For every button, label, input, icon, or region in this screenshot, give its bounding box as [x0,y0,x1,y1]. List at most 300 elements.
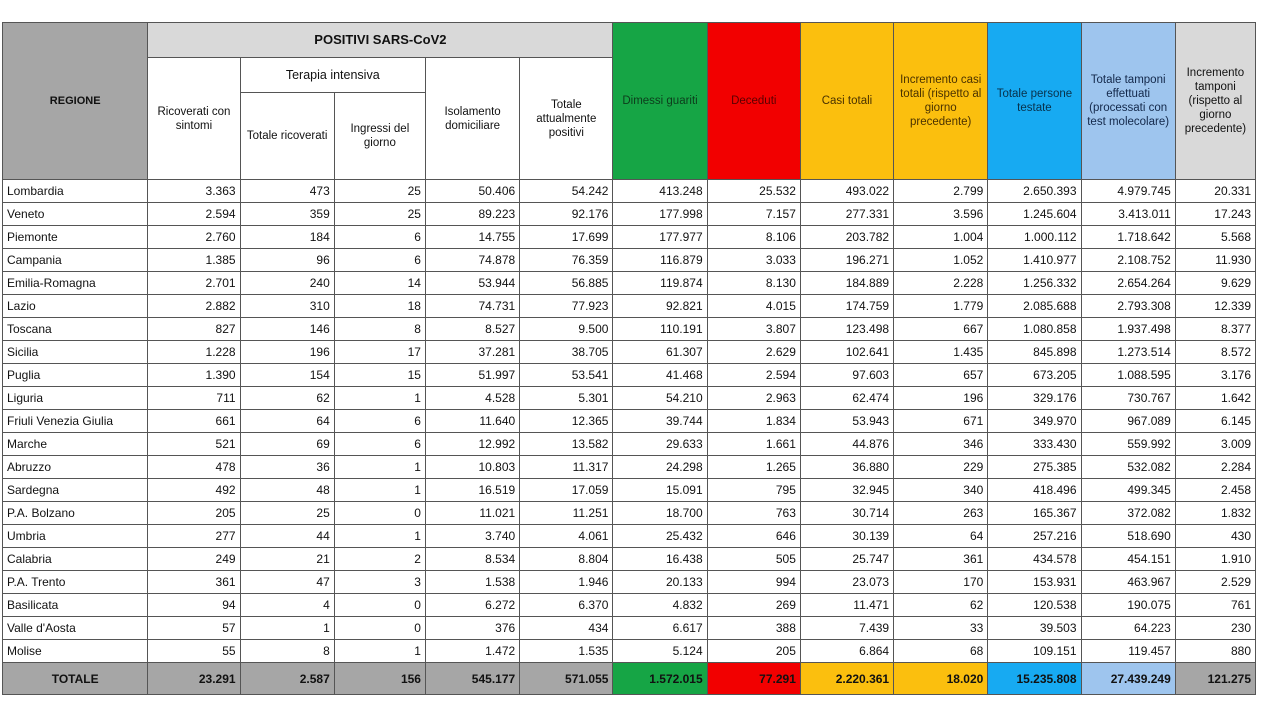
cell-positivi: 76.359 [520,249,613,272]
table-row [3,433,1256,456]
cell-region: Veneto [3,203,148,226]
total-isolamento: 545.177 [425,663,519,695]
totale-positivi-header: Totale attualmente positivi [520,58,613,180]
cell-incremento-casi: 170 [894,571,988,594]
cell-casi: 6.864 [800,640,893,663]
table-row [3,617,1256,640]
cell-ricoverati: 2.594 [148,203,240,226]
cell-ricoverati: 2.882 [148,295,240,318]
cell-ti-totale: 146 [240,318,334,341]
cell-ti-totale: 36 [240,456,334,479]
cell-incremento-tamponi: 17.243 [1175,203,1255,226]
cell-positivi: 9.500 [520,318,613,341]
cell-incremento-tamponi: 1.642 [1175,387,1255,410]
total-label: TOTALE [3,663,148,695]
cell-ricoverati: 711 [148,387,240,410]
cell-region: Marche [3,433,148,456]
cell-ti-totale: 4 [240,594,334,617]
cell-testate: 2.650.393 [988,180,1081,203]
cell-dimessi: 29.633 [613,433,707,456]
cell-incremento-tamponi: 1.910 [1175,548,1255,571]
cell-tamponi: 499.345 [1081,479,1175,502]
cell-casi: 196.271 [800,249,893,272]
cell-ti-ingressi: 1 [334,387,425,410]
cell-dimessi: 16.438 [613,548,707,571]
cell-incremento-casi: 667 [894,318,988,341]
cell-region: Campania [3,249,148,272]
cell-positivi: 11.317 [520,456,613,479]
covid-report [2,22,1256,695]
cell-incremento-casi: 1.435 [894,341,988,364]
cell-ti-totale: 69 [240,433,334,456]
cell-deceduti: 8.130 [707,272,800,295]
cell-testate: 2.085.688 [988,295,1081,318]
cell-region: Molise [3,640,148,663]
cell-deceduti: 1.834 [707,410,800,433]
cell-testate: 1.000.112 [988,226,1081,249]
cell-ti-totale: 96 [240,249,334,272]
cell-positivi: 1.535 [520,640,613,663]
cell-tamponi: 532.082 [1081,456,1175,479]
total-testate: 15.235.808 [988,663,1081,695]
cell-region: Emilia-Romagna [3,272,148,295]
cell-incremento-tamponi: 230 [1175,617,1255,640]
cell-positivi: 5.301 [520,387,613,410]
cell-region: Calabria [3,548,148,571]
cell-isolamento: 1.472 [425,640,519,663]
cell-casi: 7.439 [800,617,893,640]
cell-ti-totale: 25 [240,502,334,525]
table-row [3,226,1256,249]
cell-ricoverati: 1.390 [148,364,240,387]
total-incremento-tamponi: 121.275 [1175,663,1255,695]
cell-deceduti: 1.661 [707,433,800,456]
cell-ricoverati: 277 [148,525,240,548]
table-row [3,272,1256,295]
cell-positivi: 17.059 [520,479,613,502]
cell-testate: 153.931 [988,571,1081,594]
region-header: REGIONE [3,23,148,180]
cell-ricoverati: 1.228 [148,341,240,364]
cell-ti-totale: 62 [240,387,334,410]
cell-region: Lombardia [3,180,148,203]
incremento-casi-header: Incremento casi totali (rispetto al giorno precedente) [894,23,988,180]
cell-dimessi: 92.821 [613,295,707,318]
cell-isolamento: 14.755 [425,226,519,249]
table-row [3,180,1256,203]
cell-deceduti: 763 [707,502,800,525]
cell-tamponi: 1.088.595 [1081,364,1175,387]
cell-testate: 257.216 [988,525,1081,548]
cell-incremento-casi: 361 [894,548,988,571]
cell-ti-ingressi: 1 [334,640,425,663]
cell-incremento-casi: 346 [894,433,988,456]
cell-ti-totale: 8 [240,640,334,663]
cell-deceduti: 646 [707,525,800,548]
cell-dimessi: 413.248 [613,180,707,203]
total-ricoverati: 23.291 [148,663,240,695]
cell-ti-totale: 473 [240,180,334,203]
tamponi-header: Totale tamponi effettuati (processati con test molecolare) [1081,23,1175,180]
cell-region: Valle d'Aosta [3,617,148,640]
cell-ricoverati: 1.385 [148,249,240,272]
cell-ti-ingressi: 14 [334,272,425,295]
cell-incremento-tamponi: 9.629 [1175,272,1255,295]
cell-deceduti: 795 [707,479,800,502]
total-row [3,663,1256,695]
cell-tamponi: 730.767 [1081,387,1175,410]
cell-dimessi: 177.977 [613,226,707,249]
cell-region: Puglia [3,364,148,387]
cell-casi: 62.474 [800,387,893,410]
cell-tamponi: 2.654.264 [1081,272,1175,295]
cell-region: P.A. Bolzano [3,502,148,525]
cell-tamponi: 64.223 [1081,617,1175,640]
cell-casi: 44.876 [800,433,893,456]
cell-region: Sardegna [3,479,148,502]
cell-incremento-casi: 3.596 [894,203,988,226]
cell-positivi: 17.699 [520,226,613,249]
cell-region: Basilicata [3,594,148,617]
cell-casi: 11.471 [800,594,893,617]
total-ti-ingressi: 156 [334,663,425,695]
total-dimessi: 1.572.015 [613,663,707,695]
cell-dimessi: 24.298 [613,456,707,479]
cell-dimessi: 61.307 [613,341,707,364]
cell-testate: 418.496 [988,479,1081,502]
cell-ricoverati: 3.363 [148,180,240,203]
cell-isolamento: 4.528 [425,387,519,410]
cell-ti-totale: 21 [240,548,334,571]
cell-isolamento: 10.803 [425,456,519,479]
cell-dimessi: 15.091 [613,479,707,502]
cell-positivi: 92.176 [520,203,613,226]
cell-casi: 184.889 [800,272,893,295]
table-row [3,479,1256,502]
cell-positivi: 11.251 [520,502,613,525]
cell-tamponi: 463.967 [1081,571,1175,594]
table-row [3,249,1256,272]
cell-deceduti: 994 [707,571,800,594]
casi-totali-header: Casi totali [800,23,893,180]
cell-tamponi: 119.457 [1081,640,1175,663]
cell-ti-totale: 48 [240,479,334,502]
cell-deceduti: 7.157 [707,203,800,226]
cell-testate: 434.578 [988,548,1081,571]
table-row [3,456,1256,479]
cell-ricoverati: 55 [148,640,240,663]
cell-ti-totale: 1 [240,617,334,640]
cell-incremento-casi: 33 [894,617,988,640]
table-row [3,364,1256,387]
cell-ricoverati: 249 [148,548,240,571]
total-tamponi: 27.439.249 [1081,663,1175,695]
cell-ti-totale: 184 [240,226,334,249]
cell-positivi: 8.804 [520,548,613,571]
cell-ti-ingressi: 6 [334,410,425,433]
cell-deceduti: 2.629 [707,341,800,364]
cell-isolamento: 16.519 [425,479,519,502]
cell-deceduti: 388 [707,617,800,640]
cell-deceduti: 1.265 [707,456,800,479]
cell-testate: 329.176 [988,387,1081,410]
cell-incremento-tamponi: 2.529 [1175,571,1255,594]
cell-deceduti: 8.106 [707,226,800,249]
cell-isolamento: 89.223 [425,203,519,226]
cell-region: Piemonte [3,226,148,249]
terapia-intensiva-header: Terapia intensiva [240,58,425,93]
cell-testate: 275.385 [988,456,1081,479]
cell-ti-totale: 154 [240,364,334,387]
cell-ti-ingressi: 2 [334,548,425,571]
deceduti-header: Deceduti [707,23,800,180]
cell-incremento-tamponi: 880 [1175,640,1255,663]
cell-isolamento: 51.997 [425,364,519,387]
cell-incremento-tamponi: 1.832 [1175,502,1255,525]
cell-incremento-casi: 229 [894,456,988,479]
table-row [3,203,1256,226]
table-row [3,410,1256,433]
incremento-tamponi-header: Incremento tamponi (rispetto al giorno precedente) [1175,23,1255,180]
cell-ti-ingressi: 6 [334,249,425,272]
cell-incremento-casi: 657 [894,364,988,387]
table-footer [3,663,1256,695]
table-row [3,548,1256,571]
table-row [3,594,1256,617]
cell-testate: 845.898 [988,341,1081,364]
cell-incremento-tamponi: 6.145 [1175,410,1255,433]
cell-positivi: 4.061 [520,525,613,548]
cell-casi: 102.641 [800,341,893,364]
cell-incremento-casi: 1.004 [894,226,988,249]
cell-deceduti: 3.807 [707,318,800,341]
cell-region: P.A. Trento [3,571,148,594]
cell-ricoverati: 827 [148,318,240,341]
cell-positivi: 77.923 [520,295,613,318]
cell-testate: 349.970 [988,410,1081,433]
table-header [3,23,1256,180]
cell-ti-totale: 310 [240,295,334,318]
table-row [3,318,1256,341]
cell-tamponi: 372.082 [1081,502,1175,525]
table-row [3,640,1256,663]
cell-testate: 165.367 [988,502,1081,525]
cell-isolamento: 74.731 [425,295,519,318]
table-row [3,387,1256,410]
cell-casi: 30.139 [800,525,893,548]
cell-dimessi: 20.133 [613,571,707,594]
isolamento-header: Isolamento domiciliare [425,58,519,180]
cell-isolamento: 12.992 [425,433,519,456]
cell-isolamento: 3.740 [425,525,519,548]
cell-dimessi: 119.874 [613,272,707,295]
table-row [3,295,1256,318]
cell-tamponi: 967.089 [1081,410,1175,433]
cell-isolamento: 8.527 [425,318,519,341]
regional-data-table [2,22,1256,695]
cell-incremento-tamponi: 3.176 [1175,364,1255,387]
cell-tamponi: 3.413.011 [1081,203,1175,226]
cell-ti-totale: 359 [240,203,334,226]
cell-tamponi: 454.151 [1081,548,1175,571]
cell-testate: 120.538 [988,594,1081,617]
dimessi-header: Dimessi guariti [613,23,707,180]
cell-isolamento: 50.406 [425,180,519,203]
cell-casi: 30.714 [800,502,893,525]
cell-incremento-tamponi: 8.572 [1175,341,1255,364]
cell-casi: 32.945 [800,479,893,502]
cell-deceduti: 505 [707,548,800,571]
cell-ti-ingressi: 17 [334,341,425,364]
cell-tamponi: 1.937.498 [1081,318,1175,341]
cell-incremento-casi: 64 [894,525,988,548]
cell-testate: 1.410.977 [988,249,1081,272]
cell-incremento-casi: 1.052 [894,249,988,272]
cell-casi: 123.498 [800,318,893,341]
cell-positivi: 6.370 [520,594,613,617]
cell-ti-ingressi: 18 [334,295,425,318]
cell-isolamento: 1.538 [425,571,519,594]
cell-tamponi: 2.108.752 [1081,249,1175,272]
cell-dimessi: 116.879 [613,249,707,272]
cell-ti-ingressi: 15 [334,364,425,387]
cell-ti-ingressi: 25 [334,180,425,203]
cell-casi: 53.943 [800,410,893,433]
table-row [3,341,1256,364]
table-row [3,571,1256,594]
cell-testate: 333.430 [988,433,1081,456]
cell-testate: 109.151 [988,640,1081,663]
cell-ti-ingressi: 0 [334,617,425,640]
cell-ti-totale: 196 [240,341,334,364]
cell-incremento-tamponi: 8.377 [1175,318,1255,341]
cell-incremento-tamponi: 11.930 [1175,249,1255,272]
cell-deceduti: 3.033 [707,249,800,272]
cell-deceduti: 205 [707,640,800,663]
cell-positivi: 13.582 [520,433,613,456]
cell-casi: 36.880 [800,456,893,479]
cell-ricoverati: 478 [148,456,240,479]
total-positivi: 571.055 [520,663,613,695]
cell-ti-ingressi: 1 [334,479,425,502]
cell-tamponi: 559.992 [1081,433,1175,456]
cell-deceduti: 25.532 [707,180,800,203]
cell-positivi: 38.705 [520,341,613,364]
cell-incremento-casi: 62 [894,594,988,617]
cell-incremento-casi: 263 [894,502,988,525]
cell-tamponi: 518.690 [1081,525,1175,548]
cell-isolamento: 11.021 [425,502,519,525]
ti-totale-header: Totale ricoverati [240,93,334,180]
cell-positivi: 54.242 [520,180,613,203]
cell-testate: 39.503 [988,617,1081,640]
cell-casi: 203.782 [800,226,893,249]
cell-ti-ingressi: 0 [334,594,425,617]
cell-incremento-casi: 68 [894,640,988,663]
cell-region: Umbria [3,525,148,548]
cell-incremento-tamponi: 20.331 [1175,180,1255,203]
cell-tamponi: 2.793.308 [1081,295,1175,318]
cell-region: Friuli Venezia Giulia [3,410,148,433]
cell-ti-ingressi: 3 [334,571,425,594]
cell-ti-totale: 44 [240,525,334,548]
positivi-group-header: POSITIVI SARS-CoV2 [148,23,613,58]
cell-dimessi: 25.432 [613,525,707,548]
cell-incremento-tamponi: 12.339 [1175,295,1255,318]
cell-dimessi: 5.124 [613,640,707,663]
cell-ti-ingressi: 0 [334,502,425,525]
cell-deceduti: 269 [707,594,800,617]
cell-dimessi: 4.832 [613,594,707,617]
cell-casi: 174.759 [800,295,893,318]
table-row [3,502,1256,525]
cell-ti-ingressi: 1 [334,525,425,548]
cell-ti-totale: 240 [240,272,334,295]
cell-region: Lazio [3,295,148,318]
cell-positivi: 1.946 [520,571,613,594]
cell-casi: 23.073 [800,571,893,594]
cell-ricoverati: 361 [148,571,240,594]
total-ti-totale: 2.587 [240,663,334,695]
cell-positivi: 56.885 [520,272,613,295]
cell-incremento-casi: 196 [894,387,988,410]
cell-ti-ingressi: 25 [334,203,425,226]
cell-incremento-tamponi: 3.009 [1175,433,1255,456]
cell-isolamento: 37.281 [425,341,519,364]
cell-casi: 25.747 [800,548,893,571]
cell-incremento-casi: 1.779 [894,295,988,318]
cell-deceduti: 4.015 [707,295,800,318]
cell-deceduti: 2.963 [707,387,800,410]
cell-positivi: 53.541 [520,364,613,387]
cell-ricoverati: 2.760 [148,226,240,249]
table-body [3,180,1256,663]
cell-incremento-casi: 2.228 [894,272,988,295]
cell-isolamento: 6.272 [425,594,519,617]
cell-dimessi: 54.210 [613,387,707,410]
cell-incremento-casi: 2.799 [894,180,988,203]
cell-ricoverati: 521 [148,433,240,456]
cell-casi: 97.603 [800,364,893,387]
cell-tamponi: 4.979.745 [1081,180,1175,203]
cell-ricoverati: 57 [148,617,240,640]
cell-deceduti: 2.594 [707,364,800,387]
cell-incremento-tamponi: 430 [1175,525,1255,548]
cell-casi: 493.022 [800,180,893,203]
cell-isolamento: 53.944 [425,272,519,295]
cell-testate: 1.256.332 [988,272,1081,295]
ti-ingressi-header: Ingressi del giorno [334,93,425,180]
cell-ricoverati: 2.701 [148,272,240,295]
cell-ti-totale: 64 [240,410,334,433]
total-incremento-casi: 18.020 [894,663,988,695]
cell-isolamento: 74.878 [425,249,519,272]
cell-incremento-tamponi: 5.568 [1175,226,1255,249]
cell-ti-ingressi: 8 [334,318,425,341]
cell-dimessi: 18.700 [613,502,707,525]
table-row [3,525,1256,548]
cell-incremento-tamponi: 2.458 [1175,479,1255,502]
cell-testate: 673.205 [988,364,1081,387]
cell-region: Liguria [3,387,148,410]
cell-positivi: 12.365 [520,410,613,433]
cell-region: Abruzzo [3,456,148,479]
cell-dimessi: 39.744 [613,410,707,433]
total-casi: 2.220.361 [800,663,893,695]
cell-dimessi: 110.191 [613,318,707,341]
cell-ti-totale: 47 [240,571,334,594]
cell-ti-ingressi: 6 [334,433,425,456]
